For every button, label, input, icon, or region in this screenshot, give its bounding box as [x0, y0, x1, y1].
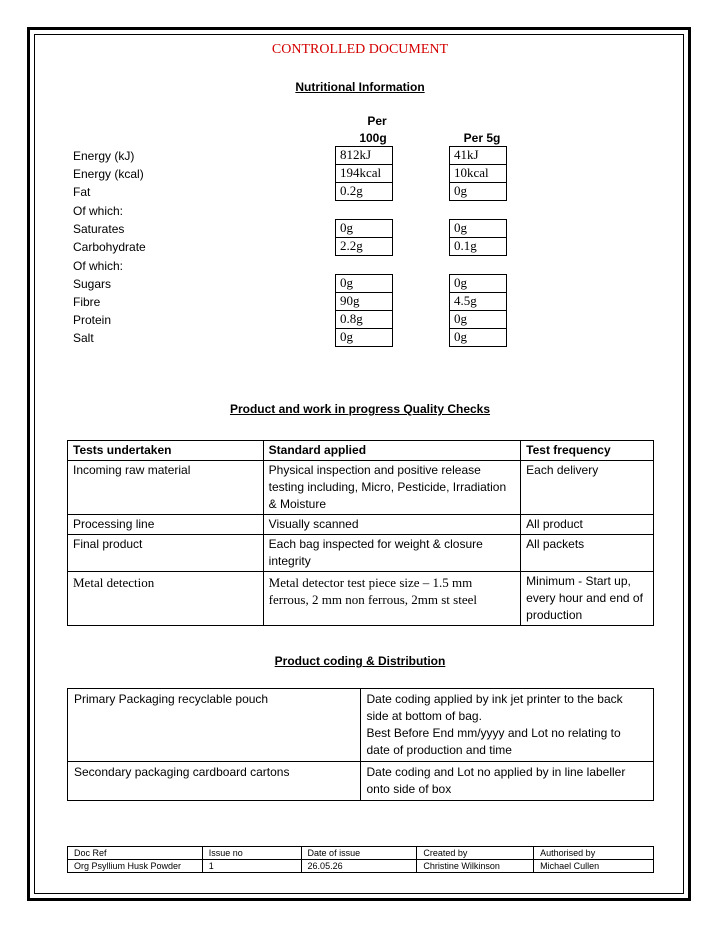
value-per-100g: 0g: [335, 274, 393, 293]
table-row: [68, 535, 654, 572]
table-cell: Processing line: [68, 515, 264, 535]
nutrition-label: Energy (kJ): [73, 149, 135, 163]
value-per-5g: 0g: [449, 328, 507, 347]
table-header-row: [68, 441, 654, 461]
nutrition-label: Saturates: [73, 222, 125, 236]
value-per-100g: 90g: [335, 292, 393, 311]
table-row: [68, 515, 654, 535]
table-cell: Final product: [68, 535, 264, 572]
value-per-5g: 0g: [449, 274, 507, 293]
value-per-100g: 0g: [335, 328, 393, 347]
footer-value: Michael Cullen: [534, 860, 654, 873]
nutrition-label: Salt: [73, 331, 94, 345]
table-cell: [360, 689, 654, 762]
value-per-100g: 0g: [335, 219, 393, 238]
col-per-100g-line1: Per: [367, 114, 387, 128]
col-per-100g-line2: 100g: [359, 131, 387, 145]
value-per-5g: 0g: [449, 182, 507, 201]
footer-value: 1: [202, 860, 301, 873]
nutrition-label: Of which:: [73, 259, 124, 273]
table-cell: Minimum - Start up, every hour and end of production: [521, 572, 654, 626]
footer-header: Authorised by: [534, 847, 654, 860]
table-cell: All packets: [521, 535, 654, 572]
table-cell: Each bag inspected for weight & closure integrity: [263, 535, 520, 572]
quality-checks-table: [67, 440, 654, 626]
footer-value: Org Psyllium Husk Powder: [68, 860, 203, 873]
table-row: [68, 762, 654, 801]
table-cell: Secondary packaging cardboard cartons: [68, 762, 361, 801]
table-row: [68, 860, 654, 873]
value-per-100g: 2.2g: [335, 237, 393, 256]
table-cell: Incoming raw material: [68, 461, 264, 515]
nutrition-label: Protein: [73, 313, 112, 327]
cell-line: Date coding and Lot no applied by in line labeller onto side of box: [366, 765, 626, 796]
cell-line: Best Before End mm/yyyy and Lot no relating to date of production and time: [366, 726, 621, 757]
product-coding-title: Product coding & Distribution: [274, 654, 446, 668]
table-cell: All product: [521, 515, 654, 535]
value-per-5g: 41kJ: [449, 146, 507, 165]
nutrition-label: Fat: [73, 185, 91, 199]
value-per-5g: 0g: [449, 310, 507, 329]
nutrition-title: Nutritional Information: [295, 80, 425, 94]
footer-header: Issue no: [202, 847, 301, 860]
table-cell: Each delivery: [521, 461, 654, 515]
value-per-100g: 194kcal: [335, 164, 393, 183]
nutrition-label: Energy (kcal): [73, 167, 144, 181]
table-cell: Physical inspection and positive release testing including, Micro, Pesticide, Irradiation & Moisture: [263, 461, 520, 515]
nutrition-label: Of which:: [73, 204, 124, 218]
footer-header: Doc Ref: [68, 847, 203, 860]
footer-header: Created by: [417, 847, 534, 860]
table-cell: [360, 762, 654, 801]
table-header-row: [68, 847, 654, 860]
value-per-100g: 812kJ: [335, 146, 393, 165]
nutrition-label: Sugars: [73, 277, 112, 291]
value-per-5g: 0g: [449, 219, 507, 238]
product-coding-table: [67, 688, 654, 801]
table-row: [68, 572, 654, 626]
cell-line: Date coding applied by ink jet printer to the back side at bottom of bag.: [366, 692, 623, 723]
controlled-document-label: CONTROLLED DOCUMENT: [271, 42, 449, 57]
column-header: Tests undertaken: [68, 441, 264, 461]
quality-checks-title: Product and work in progress Quality Checks: [229, 402, 491, 416]
table-cell: Primary Packaging recyclable pouch: [68, 689, 361, 762]
document-control-table: [67, 846, 654, 873]
table-row: [68, 689, 654, 762]
value-per-5g: 0.1g: [449, 237, 507, 256]
table-cell: Metal detector test piece size – 1.5 mm ferrous, 2 mm non ferrous, 2mm st steel: [263, 572, 520, 626]
footer-value: Christine Wilkinson: [417, 860, 534, 873]
table-cell: Visually scanned: [263, 515, 520, 535]
table-cell: Metal detection: [68, 572, 264, 626]
nutrition-label: Fibre: [73, 295, 101, 309]
value-per-5g: 4.5g: [449, 292, 507, 311]
footer-value: 26.05.26: [301, 860, 417, 873]
nutrition-label: Carbohydrate: [73, 240, 146, 254]
value-per-5g: 10kcal: [449, 164, 507, 183]
column-header: Test frequency: [521, 441, 654, 461]
value-per-100g: 0.8g: [335, 310, 393, 329]
value-per-100g: 0.2g: [335, 182, 393, 201]
column-header: Standard applied: [263, 441, 520, 461]
col-per-5g: Per 5g: [463, 131, 501, 145]
footer-header: Date of issue: [301, 847, 417, 860]
table-row: [68, 461, 654, 515]
